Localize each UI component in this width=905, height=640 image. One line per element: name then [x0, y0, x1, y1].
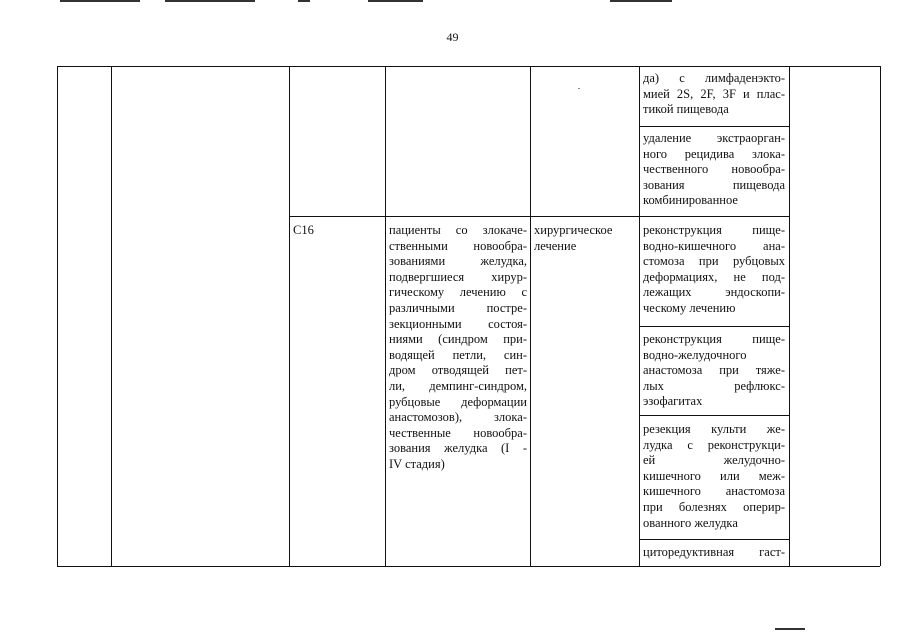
cell-line: резекция культи же-: [643, 422, 785, 436]
cell-line: пациенты со злокаче-: [389, 223, 527, 237]
top-rule: [298, 0, 310, 2]
cell-line: лечение: [534, 238, 577, 253]
cell-line: да) с лимфаденэкто-: [643, 71, 785, 85]
cell-line: при болезнях оперир-: [643, 499, 785, 514]
cell-line: реконструкция пище-: [643, 332, 785, 346]
subrow-border: [639, 415, 789, 416]
row-border: [289, 216, 789, 217]
cell-line: IV стадия): [389, 456, 445, 471]
cell-line: рубцовые деформации: [389, 394, 527, 409]
cell-line: водно-желудочного: [643, 347, 747, 362]
col-border: [111, 66, 112, 566]
subrow-border: [639, 326, 789, 327]
col-border: [385, 66, 386, 566]
top-rule: [610, 0, 672, 2]
cell-line: мией 2S, 2F, 3F и плас-: [643, 86, 785, 101]
cell-line: деформациях, не под-: [643, 269, 785, 284]
cell-line: кишечного или меж-: [643, 468, 785, 483]
cell-line: чественного новообра-: [643, 162, 785, 177]
col-border: [530, 66, 531, 566]
cell-line: циторедуктивная гаст-: [643, 545, 785, 559]
operation-cell: [643, 332, 785, 410]
cell-line: зованиями желудка,: [389, 254, 527, 269]
operation-cell: [643, 131, 785, 209]
col-border: [639, 66, 640, 566]
treatment-type-cell: [534, 223, 637, 254]
cell-line: зования желудка (I -: [389, 441, 527, 456]
cell-line: подвергшиеся хирур-: [389, 269, 527, 284]
cell-line: ей желудочно-: [643, 453, 785, 468]
cell-line: гическому лечению с: [389, 285, 527, 300]
cell-line: кишечного анастомоза: [643, 484, 785, 499]
cell-line: стомоза при рубцовых: [643, 254, 785, 269]
cell-line: удаление экстраорган-: [643, 131, 785, 145]
cell-line: водящей петли, син-: [389, 347, 527, 362]
cell-line: ческому лечению: [643, 300, 736, 315]
page-number: 49: [446, 30, 459, 44]
cell-line: чественные новообра-: [389, 425, 527, 440]
cell-line: хирургическое: [534, 223, 613, 237]
cell-line: анастомоза при тяже-: [643, 363, 785, 378]
cell-line: зекционными состоя-: [389, 316, 527, 331]
subrow-border: [639, 126, 789, 127]
col-border: [57, 66, 58, 566]
cell-line: тикой пищевода: [643, 102, 729, 117]
table-bottom-border: [57, 566, 880, 567]
cell-line: анастомозов), злока-: [389, 410, 527, 425]
cell-line: лых рефлюкс-: [643, 378, 785, 393]
cell-line: различными постре-: [389, 300, 527, 315]
cell-line: дром отводящей пет-: [389, 363, 527, 378]
operation-cell: [643, 545, 785, 561]
operation-cell: [643, 223, 785, 317]
cell-line: лудка с реконструкци-: [643, 437, 785, 452]
footer-mark: [775, 628, 805, 630]
cell-line: водно-кишечного ана-: [643, 238, 785, 253]
cell-line: эзофагитах: [643, 394, 703, 409]
col-border: [880, 66, 881, 566]
cell-line: ованного желудка: [643, 515, 738, 530]
cell-line: ного рецидива злока-: [643, 146, 785, 161]
top-rule: [165, 0, 255, 2]
cell-line: реконструкция пище-: [643, 223, 785, 237]
cell-line: лежащих эндоскопи-: [643, 285, 785, 300]
cell-line: ственными новообра-: [389, 238, 527, 253]
top-rule: [368, 0, 423, 2]
cell-line: ниями (синдром при-: [389, 332, 527, 347]
operation-cell: [643, 422, 785, 531]
icd-code-cell: [293, 223, 383, 239]
patient-model-cell: [389, 223, 527, 473]
icd-code: С16: [293, 223, 314, 237]
scan-dot: [578, 88, 580, 89]
subrow-border: [639, 539, 789, 540]
table-top-border: [57, 66, 880, 67]
cell-line: ли, демпинг-синдром,: [389, 378, 527, 393]
col-border: [289, 66, 290, 566]
top-rule: [60, 0, 140, 2]
col-border: [789, 66, 790, 566]
cell-line: комбинированное: [643, 193, 738, 208]
cell-line: зования пищевода: [643, 177, 785, 192]
operation-cell: [643, 71, 785, 118]
